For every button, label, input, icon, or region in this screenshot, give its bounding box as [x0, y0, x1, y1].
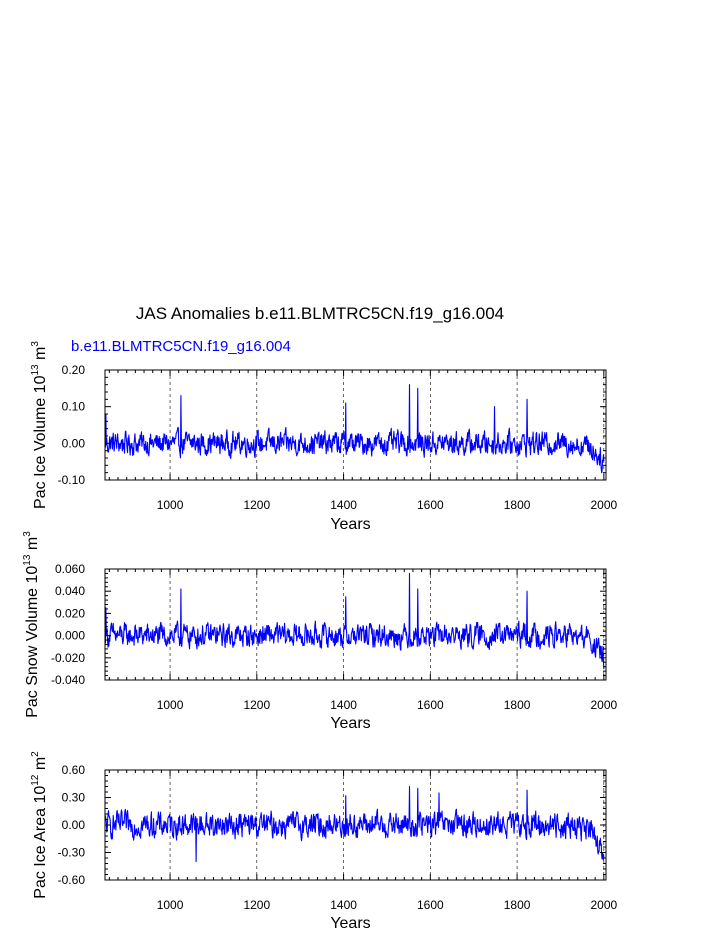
- y-tick-label: 0.10: [61, 399, 85, 414]
- y-axis-label: Pac Ice Volume $10^{13}$ $m^3$: [30, 341, 49, 509]
- y-tick-label: 0.00: [61, 818, 85, 832]
- x-tick-label: 1800: [503, 498, 531, 512]
- x-tick-label: 2000: [590, 698, 618, 712]
- plot-frame: [105, 370, 606, 480]
- x-axis-label: Years: [330, 516, 371, 533]
- y-tick-label: 0.00: [61, 436, 85, 451]
- y-tick-label: 0.000: [54, 628, 85, 643]
- y-tick-label: -0.020: [50, 650, 85, 665]
- y-tick-label: -0.040: [50, 673, 85, 687]
- y-axis-label: Pac Snow Volume $10^{13}$ $m^3$: [22, 531, 41, 718]
- x-tick-label: 1600: [416, 698, 444, 712]
- x-tick-label: 1200: [243, 698, 271, 712]
- y-tick-label: 0.060: [54, 562, 85, 576]
- x-axis-label: Years: [330, 915, 371, 932]
- y-tick-label: 0.20: [61, 363, 85, 377]
- series-line: [105, 385, 604, 473]
- x-tick-label: 1800: [503, 898, 531, 912]
- panel-snow-volume: [22, 531, 618, 732]
- x-tick-label: 1000: [156, 498, 184, 512]
- x-tick-label: 1400: [330, 898, 357, 912]
- x-tick-label: 1200: [243, 898, 271, 912]
- x-tick-label: 1800: [503, 698, 531, 712]
- panel-ice-volume: [30, 341, 618, 533]
- y-tick-label: 0.60: [61, 763, 85, 777]
- y-tick-label: 0.30: [61, 790, 85, 805]
- x-tick-label: 2000: [590, 898, 618, 912]
- series-line: [105, 787, 604, 862]
- x-tick-label: 2000: [590, 498, 618, 512]
- y-tick-label: -0.60: [57, 873, 85, 887]
- y-tick-label: -0.10: [57, 473, 85, 487]
- series-line: [105, 573, 604, 669]
- x-tick-label: 1000: [156, 698, 184, 712]
- x-tick-label: 1200: [243, 498, 271, 512]
- x-tick-label: 1600: [416, 498, 444, 512]
- x-tick-label: 1000: [156, 898, 184, 912]
- x-tick-label: 1600: [416, 898, 444, 912]
- y-tick-label: 0.040: [54, 584, 85, 599]
- y-axis-label: Pac Ice Area $10^{12}$ $m^2$: [30, 751, 49, 899]
- y-tick-label: 0.020: [54, 606, 85, 621]
- y-tick-label: -0.30: [57, 845, 85, 860]
- x-axis-label: Years: [330, 715, 371, 732]
- x-tick-label: 1400: [330, 498, 357, 512]
- chart-title: JAS Anomalies b.e11.BLMTRC5CN.f19_g16.004: [135, 304, 505, 323]
- chart-subtitle: b.e11.BLMTRC5CN.f19_g16.004: [71, 338, 291, 355]
- panel-ice-area: [30, 751, 618, 932]
- x-tick-label: 1400: [330, 698, 357, 712]
